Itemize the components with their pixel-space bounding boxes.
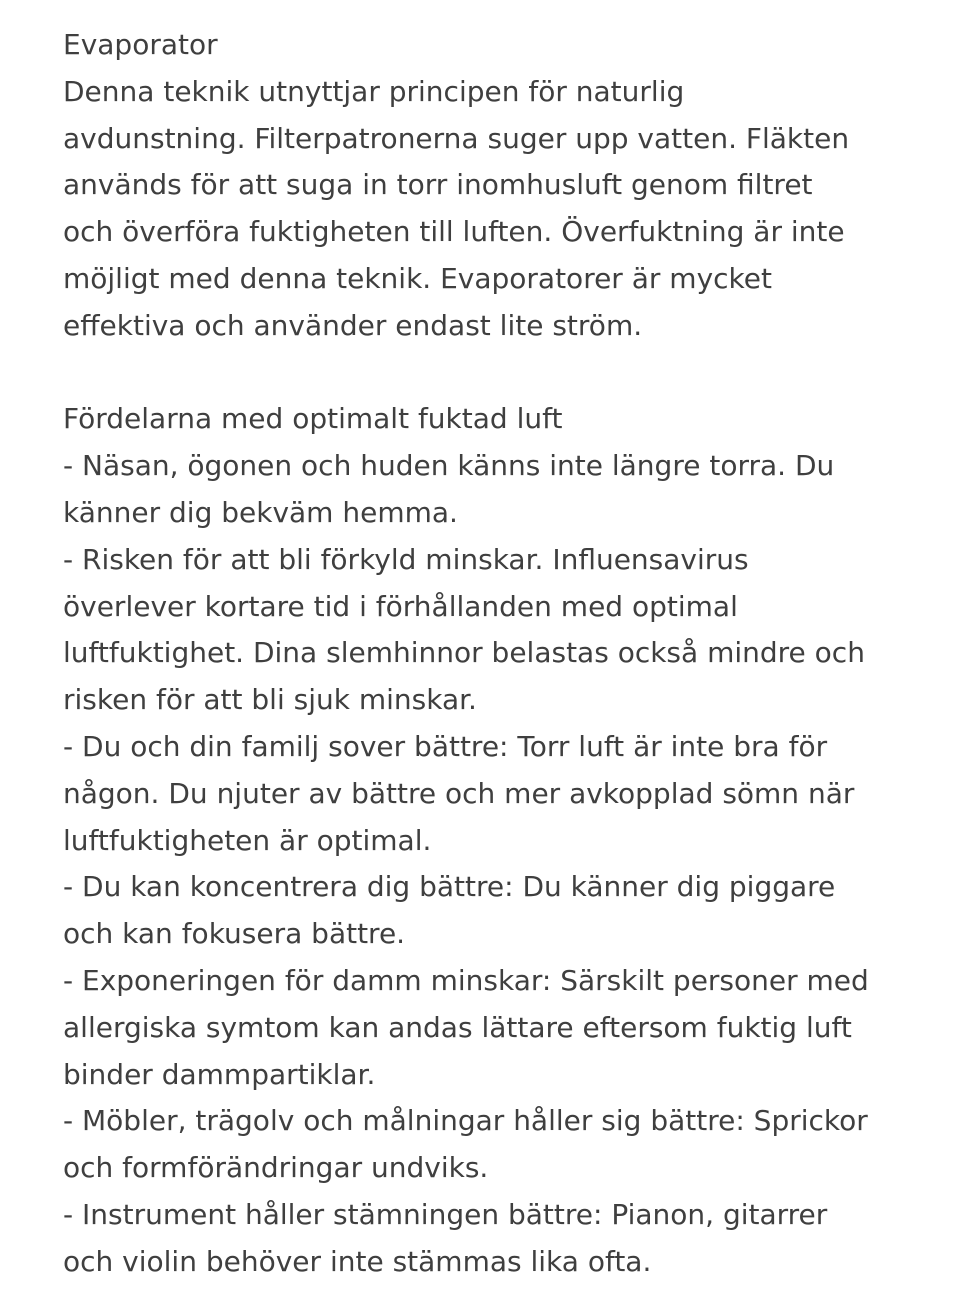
text-line: - Möbler, trägolv och målningar håller sig bättre: Sprickor: [63, 1104, 868, 1138]
text-line: allergiska symtom kan andas lättare eftersom fuktig luft: [63, 1010, 852, 1044]
text-line: möjligt med denna teknik. Evaporatorer är mycket: [63, 261, 772, 295]
text-line: används för att suga in torr inomhusluft genom filtret: [63, 168, 813, 202]
section-heading-benefits: Fördelarna med optimalt fuktad luft: [63, 402, 563, 436]
text-line: luftfuktighet. Dina slemhinnor belastas också mindre och: [63, 636, 865, 670]
text-line: - Du kan koncentrera dig bättre: Du känner dig piggare: [63, 870, 836, 904]
text-line: och violin behöver inte stämmas lika ofta.: [63, 1244, 652, 1278]
section-evaporator: [63, 22, 943, 350]
paragraph-spacer: [63, 350, 943, 397]
text-line: känner dig bekväm hemma.: [63, 495, 458, 529]
document-body: [63, 22, 943, 1286]
text-line: risken för att bli sjuk minskar.: [63, 683, 477, 717]
section-heading-evaporator: Evaporator: [63, 28, 218, 61]
section-benefits: [63, 396, 943, 1285]
text-line: Denna teknik utnyttjar principen för naturlig: [63, 74, 685, 108]
text-line: överlever kortare tid i förhållanden med optimal: [63, 589, 738, 623]
text-line: och överföra fuktigheten till luften. Överfuktning är inte: [63, 215, 845, 249]
text-line: och formförändringar undviks.: [63, 1151, 489, 1185]
text-line: luftfuktigheten är optimal.: [63, 823, 432, 857]
text-line: - Du och din familj sover bättre: Torr luft är inte bra för: [63, 729, 828, 763]
text-line: - Risken för att bli förkyld minskar. Influensavirus: [63, 542, 749, 576]
text-line: avdunstning. Filterpatronerna suger upp vatten. Fläkten: [63, 121, 850, 155]
text-line: effektiva och använder endast lite ström.: [63, 308, 643, 342]
text-line: och kan fokusera bättre.: [63, 917, 406, 951]
text-line: - Exponeringen för damm minskar: Särskilt personer med: [63, 963, 869, 997]
text-line: - Instrument håller stämningen bättre: Pianon, gitarrer: [63, 1197, 828, 1231]
text-line: - Näsan, ögonen och huden känns inte längre torra. Du: [63, 449, 835, 483]
text-line: binder dammpartiklar.: [63, 1057, 376, 1091]
text-line: någon. Du njuter av bättre och mer avkopplad sömn när: [63, 776, 855, 810]
